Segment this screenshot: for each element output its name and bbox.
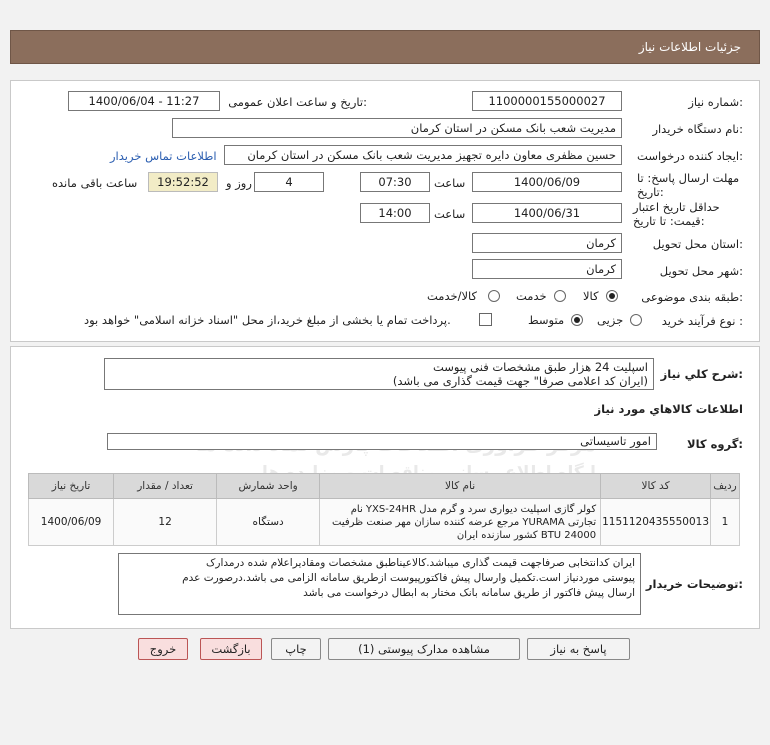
reply-deadline-label: مهلت ارسال پاسخ: تا تاریخ:	[637, 171, 740, 199]
page-title: جزئیات اطلاعات نیاز	[638, 40, 741, 54]
process-option-minor: جزیی	[597, 313, 624, 327]
category-label: طبقه بندی موضوعی:	[641, 290, 743, 304]
row-name-line1: کولر گازی اسپلیت دیواری سرد و گرم مدل YXS-24HR نام	[350, 503, 597, 515]
requester-field: حسین مظفری معاون دایره تجهیز مدیریت شعب بانک مسکن در استان کرمان	[224, 145, 622, 165]
delivery-province-field: کرمان	[472, 233, 622, 253]
buyer-notes-line2: پیوستی موردنیاز است.تکمیل وارسال پیش فاکتورپیوست ازطریق سامانه الزامی می باشد.درصورت عدم	[182, 572, 635, 584]
row-name-line2: تجارتی YURAMA مرجع عرضه کننده سازان مهر صنعت ظرفیت	[332, 516, 597, 528]
row-qty: 12	[114, 499, 217, 546]
delivery-city-field: کرمان	[472, 259, 622, 279]
process-radio-minor[interactable]	[630, 314, 642, 326]
print-button[interactable]: چاپ	[271, 638, 321, 660]
process-radio-medium[interactable]	[571, 314, 583, 326]
buyer-org-label: نام دستگاه خریدار:	[652, 122, 743, 136]
remaining-time-label: ساعت باقی مانده	[52, 176, 138, 190]
reply-time-field: 07:30	[360, 172, 430, 192]
table-row	[29, 499, 740, 546]
remaining-time-field: 19:52:52	[148, 172, 218, 192]
goods-group-field: امور تاسیساتی	[107, 433, 657, 450]
page-header	[10, 30, 760, 64]
need-number-label: شماره نیاز:	[688, 95, 743, 109]
row-date: 1400/06/09	[29, 499, 114, 546]
row-index: 1	[711, 499, 740, 546]
delivery-province-label: استان محل تحویل:	[652, 237, 743, 251]
row-unit: دستگاه	[217, 499, 320, 546]
goods-table	[28, 473, 740, 546]
need-number-field: 1100000155000027	[472, 91, 622, 111]
general-desc-label: شرح کلي نياز:	[660, 367, 743, 381]
category-radio-service[interactable]	[554, 290, 566, 302]
row-name-line3: BTU 24000 کشور سازنده ایران	[456, 529, 597, 541]
requester-label: ایجاد کننده درخواست:	[637, 149, 743, 163]
treasury-payment-checkbox[interactable]	[479, 313, 492, 326]
reply-date-field: 1400/06/09	[472, 172, 622, 192]
goods-info-title: اطلاعات کالاهاي مورد نياز	[594, 402, 743, 416]
process-option-medium: متوسط	[528, 313, 565, 327]
col-header-qty: تعداد / مقدار	[114, 474, 217, 499]
col-header-code: کد کالا	[601, 474, 711, 499]
process-type-label: نوع فرآیند خرید :	[661, 314, 743, 328]
buyer-notes-box	[118, 553, 641, 615]
general-desc-box	[104, 358, 654, 390]
reply-time-label: ساعت	[434, 176, 466, 190]
general-desc-line2: (ایران کد اعلامی صرفا" جهت قیمت گذاری می باشد)	[392, 374, 648, 388]
day-and-label: روز و	[226, 176, 252, 190]
category-option-goods-service: کالا/خدمت	[427, 289, 478, 303]
price-time-label: ساعت	[434, 207, 466, 221]
days-remaining-field: 4	[254, 172, 324, 192]
announce-datetime-field: 1400/06/04 - 11:27	[68, 91, 220, 111]
row-code: 1151120435550013	[601, 499, 711, 546]
view-attachments-button[interactable]: مشاهده مدارک پیوستی (1)	[328, 638, 520, 660]
row-name	[320, 499, 601, 546]
category-radio-goods[interactable]	[606, 290, 618, 302]
category-option-goods: کالا	[583, 289, 599, 303]
price-validity-label: حداقل تاریخ اعتبار قیمت: تا تاریخ:	[633, 200, 720, 228]
reply-button[interactable]: پاسخ به نیاز	[527, 638, 630, 660]
category-option-service: خدمت	[516, 289, 547, 303]
col-header-unit: واحد شمارش	[217, 474, 320, 499]
col-header-date: تاریخ نیاز	[29, 474, 114, 499]
exit-button[interactable]: خروج	[138, 638, 188, 660]
goods-group-label: گروه کالا:	[687, 437, 743, 451]
buyer-org-field: مدیریت شعب بانک مسکن در استان کرمان	[172, 118, 622, 138]
buyer-contact-link[interactable]: اطلاعات تماس خریدار	[110, 149, 217, 163]
treasury-payment-note: پرداخت تمام یا بخشی از مبلغ خرید،از محل "اسناد خزانه اسلامی" خواهد بود.	[84, 313, 451, 327]
price-time-field: 14:00	[360, 203, 430, 223]
category-radio-goods-service[interactable]	[488, 290, 500, 302]
buyer-notes-line3: ارسال پیش فاکتور از طریق سامانه بانک مختار به ابطال درخواست می باشد	[303, 587, 635, 599]
buyer-notes-line1: ایران کدانتخابی صرفاجهت قیمت گذاری میباشد.کالاعیناطبق مشخصات ومقادیراعلام شده درمدارک	[206, 557, 635, 569]
back-button[interactable]: بازگشت	[200, 638, 262, 660]
announce-datetime-label: تاریخ و ساعت اعلان عمومی:	[228, 95, 367, 109]
buyer-notes-label: توضیحات خریدار:	[645, 577, 743, 591]
col-header-name: نام کالا	[320, 474, 601, 499]
delivery-city-label: شهر محل تحویل:	[659, 264, 743, 278]
general-desc-line1: اسپلیت 24 هزار طبق مشخصات فنی پیوست	[432, 360, 648, 374]
price-date-field: 1400/06/31	[472, 203, 622, 223]
col-header-index: ردیف	[711, 474, 740, 499]
goods-table-header	[29, 474, 740, 499]
